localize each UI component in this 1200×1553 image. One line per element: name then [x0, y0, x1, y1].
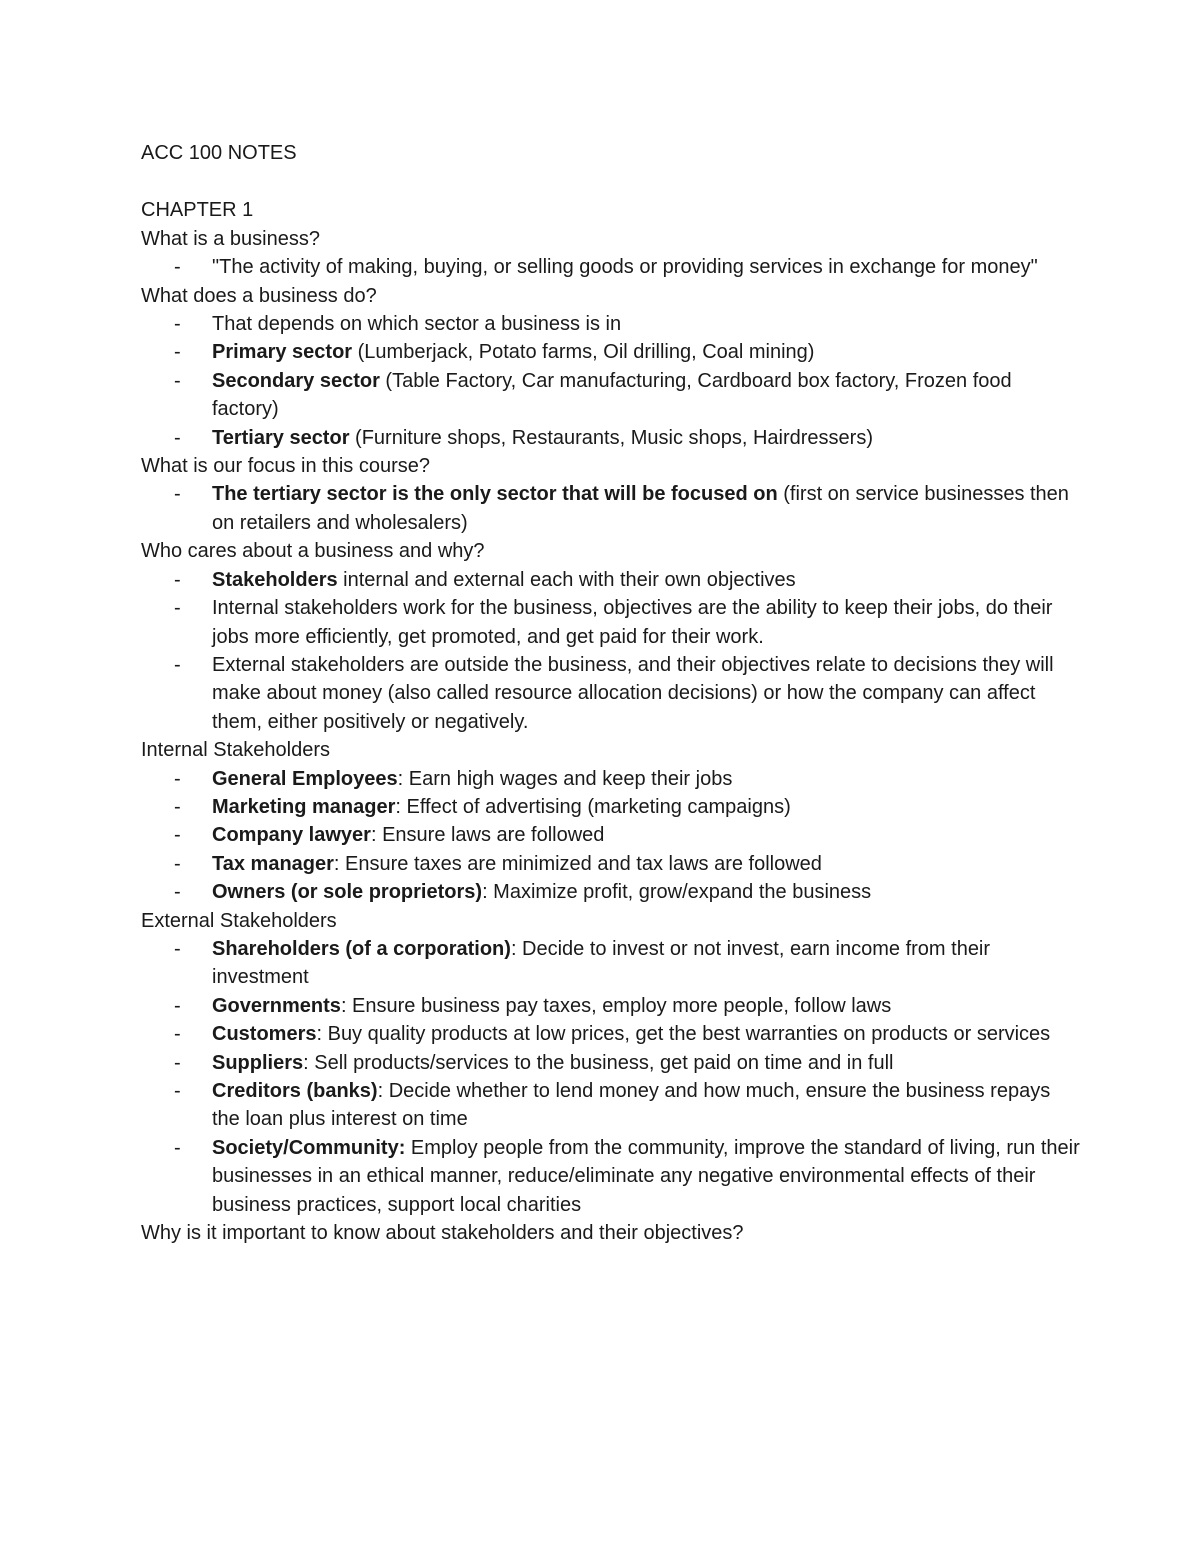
item-bold-term: Marketing manager: [212, 795, 396, 818]
section-question: What does a business do?: [141, 284, 377, 307]
list-item: [141, 765, 1081, 793]
item-bold-term: Stakeholders: [212, 568, 338, 591]
list-item: [141, 310, 1081, 338]
item-text: (Furniture shops, Restaurants, Music shops, Hairdressers): [349, 426, 873, 449]
list-item: [141, 253, 1081, 281]
list-item: [141, 651, 1081, 736]
item-text: Internal stakeholders work for the business, objectives are the ability to keep their jobs, do their jobs more efficiently, get promoted, and get paid for their work.: [212, 597, 1053, 648]
bullet-list: [141, 480, 1081, 537]
bullet-dash: -: [174, 426, 181, 449]
chapter-heading: CHAPTER 1: [141, 199, 254, 222]
bullet-dash: -: [174, 824, 181, 847]
list-item: [141, 1020, 1081, 1048]
item-bold-term: Governments: [212, 994, 341, 1017]
list-item: [141, 424, 1081, 452]
item-bold-term: Secondary sector: [212, 369, 380, 392]
item-text: internal and external each with their own objectives: [337, 568, 796, 591]
bullet-dash: -: [174, 767, 181, 790]
bullet-dash: -: [174, 313, 181, 336]
item-bold-term: Company lawyer: [212, 824, 371, 847]
item-text: External stakeholders are outside the business, and their objectives relate to decisions they will make about money (also called resource allocation decisions) or how the company can affect them, either positively or negatively.: [212, 653, 1054, 733]
section-question: Who cares about a business and why?: [141, 540, 485, 563]
list-item: [141, 992, 1081, 1020]
item-bold-term: General Employees: [212, 767, 398, 790]
item-text: : Decide whether to lend money and how much, ensure the business repays the loan plus interest on time: [212, 1080, 1051, 1131]
item-bold-term: Tertiary sector: [212, 426, 350, 449]
bullet-list: [141, 935, 1081, 1219]
section-question: External Stakeholders: [141, 909, 337, 932]
notes-body: [141, 225, 1081, 1248]
item-bold-term: Creditors (banks): [212, 1080, 378, 1102]
document-page: [141, 139, 1081, 1247]
list-item: [141, 1077, 1081, 1134]
bullet-dash: -: [174, 568, 181, 591]
bullet-dash: -: [174, 653, 181, 676]
bullet-dash: -: [174, 1051, 181, 1074]
item-text: (first on service businesses then on retailers and wholesalers): [212, 483, 1069, 534]
document-title: ACC 100 NOTES: [141, 142, 297, 164]
item-bold-term: Primary sector: [212, 341, 353, 364]
list-item: [141, 566, 1081, 594]
bullet-dash: -: [174, 341, 181, 364]
bullet-list: [141, 765, 1081, 907]
item-text: : Maximize profit, grow/expand the business: [482, 881, 872, 904]
list-item: [141, 1049, 1081, 1077]
bullet-dash: -: [174, 256, 181, 279]
item-text: : Ensure business pay taxes, employ more people, follow laws: [340, 994, 892, 1017]
bullet-list: [141, 253, 1081, 281]
item-text: : Sell products/services to the business, get paid on time and in full: [303, 1051, 894, 1074]
bullet-list: [141, 310, 1081, 452]
bullet-dash: -: [174, 1080, 181, 1102]
item-text: "The activity of making, buying, or selling goods or providing services in exchange for money": [212, 256, 1038, 279]
item-bold-term: Suppliers: [212, 1051, 304, 1074]
item-bold-term: Society/Community:: [212, 1136, 406, 1159]
list-item: [141, 878, 1081, 906]
bullet-dash: -: [174, 597, 181, 620]
list-item: [141, 935, 1081, 992]
section-question: Internal Stakeholders: [141, 739, 331, 762]
item-text: : Effect of advertising (marketing campaigns): [395, 795, 791, 818]
list-item: [141, 367, 1081, 424]
item-text: Employ people from the community, improve the standard of living, run their businesses in an ethical manner, reduce/eliminate any negative environmental effects of their business practices, support local charities: [212, 1136, 1080, 1216]
list-item: [141, 793, 1081, 821]
item-text: : Buy quality products at low prices, get the best warranties on products or services: [316, 1023, 1051, 1046]
bullet-dash: -: [174, 881, 181, 904]
section-question: What is a business?: [141, 227, 320, 250]
item-bold-term: Tax manager: [212, 852, 334, 875]
item-text: : Ensure taxes are minimized and tax laws are followed: [333, 852, 822, 875]
bullet-dash: -: [174, 937, 181, 960]
item-text: : Ensure laws are followed: [370, 824, 605, 847]
list-item: [141, 338, 1081, 366]
item-text: (Lumberjack, Potato farms, Oil drilling, Coal mining): [352, 341, 815, 364]
bullet-list: [141, 566, 1081, 736]
item-text: : Earn high wages and keep their jobs: [397, 767, 733, 790]
bullet-dash: -: [174, 1136, 181, 1159]
list-item: [141, 594, 1081, 651]
item-text: That depends on which sector a business is in: [212, 313, 622, 336]
list-item: [141, 850, 1081, 878]
item-bold-term: Shareholders (of a corporation): [212, 937, 511, 960]
list-item: [141, 480, 1081, 537]
bullet-dash: -: [174, 994, 181, 1017]
section-question: What is our focus in this course?: [141, 455, 431, 478]
bullet-dash: -: [174, 483, 181, 506]
bullet-dash: -: [174, 852, 181, 875]
list-item: [141, 821, 1081, 849]
item-text: (Table Factory, Car manufacturing, Cardboard box factory, Frozen food factory): [212, 369, 1012, 421]
section-question: Why is it important to know about stakeholders and their objectives?: [141, 1222, 744, 1245]
bullet-dash: -: [174, 795, 181, 818]
bullet-dash: -: [174, 1023, 181, 1046]
item-text: : Decide to invest or not invest, earn income from their investment: [212, 937, 991, 989]
item-bold-term: Owners (or sole proprietors): [212, 881, 483, 904]
list-item: [141, 1134, 1081, 1219]
item-bold-term: The tertiary sector is the only sector that will be focused on: [212, 483, 778, 506]
bullet-dash: -: [174, 369, 181, 392]
item-bold-term: Customers: [212, 1023, 317, 1046]
